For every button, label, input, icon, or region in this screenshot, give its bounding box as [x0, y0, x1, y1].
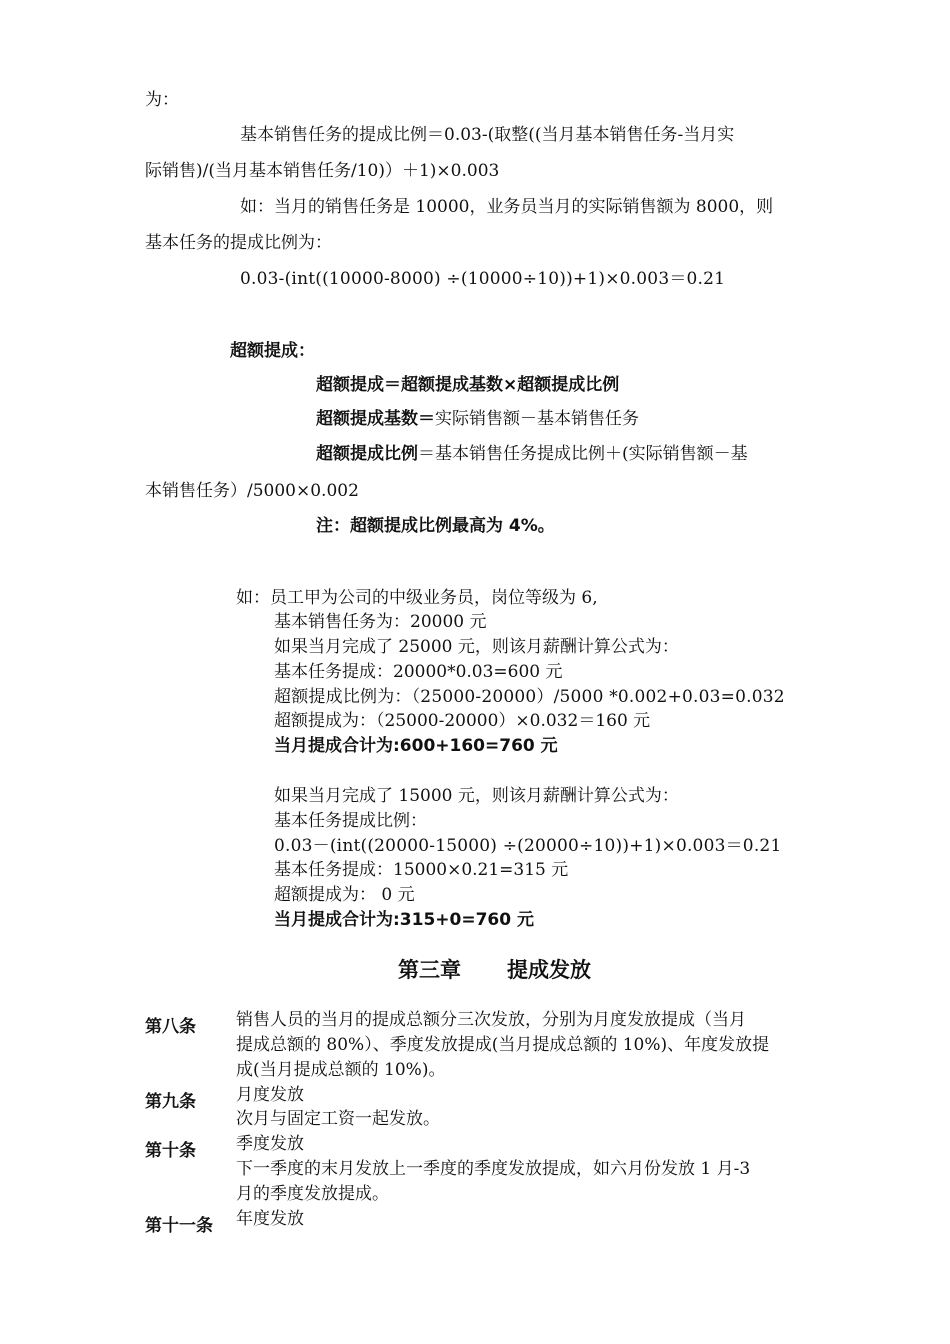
section-heading: 超额提成： [230, 341, 315, 361]
example-line: 基本任务提成：20000*0.03=600 元 [274, 662, 563, 682]
article-text: 月度发放 [236, 1085, 304, 1105]
example-total: 当月提成合计为:600+160=760 元 [274, 736, 558, 756]
example-line: 基本任务提成比例： [274, 811, 427, 831]
example-line: 基本销售任务为：20000 元 [274, 612, 487, 632]
example-line: 超额提成比例为：（25000-20000）/5000 *0.002+0.03=0.032 [274, 687, 785, 707]
article-label: 第九条 [145, 1092, 196, 1112]
article-label: 第十条 [145, 1141, 196, 1161]
article-text: 季度发放 [236, 1134, 304, 1154]
example-line: 超额提成为：（25000-20000）×0.032＝160 元 [274, 711, 651, 731]
example-total: 当月提成合计为:315+0=760 元 [274, 910, 535, 930]
text-line: 为： [145, 90, 179, 110]
example-line: 如：当月的销售任务是 10000，业务员当月的实际销售额为 8000，则 [240, 197, 774, 217]
chapter-number: 第三章 [398, 958, 461, 982]
formula-expr: ＝基本销售任务提成比例＋(实际销售额－基 [418, 444, 748, 464]
example-line: 超额提成为： 0 元 [274, 885, 415, 905]
formula-line: 际销售)/(当月基本销售任务/10)）＋1)×0.003 [145, 161, 500, 181]
formula-line: 超额提成＝超额提成基数×超额提成比例 [316, 375, 620, 395]
article-text: 月的季度发放提成。 [236, 1184, 389, 1204]
formula-line: 本销售任务）/5000×0.002 [145, 481, 359, 501]
article-text: 次月与固定工资一起发放。 [236, 1109, 440, 1129]
formula-term: 超额提成基数＝ [316, 409, 435, 429]
formula-expr: 实际销售额－基本销售任务 [435, 409, 639, 429]
article-text: 年度发放 [236, 1209, 304, 1229]
example-line: 如果当月完成了 25000 元，则该月薪酬计算公式为： [274, 637, 679, 657]
example-intro: 如：员工甲为公司的中级业务员，岗位等级为 6, [236, 588, 598, 608]
formula-line [316, 446, 748, 463]
article-label: 第十一条 [145, 1216, 213, 1236]
formula-line [316, 411, 639, 428]
example-calc: 0.03-(int((10000-8000) ÷(10000÷10))+1)×0.003＝0.21 [240, 269, 726, 289]
article-text: 下一季度的末月发放上一季度的季度发放提成，如六月份发放 1 月-3 [236, 1159, 751, 1179]
example-line: 基本任务提成：15000×0.21=315 元 [274, 860, 569, 880]
formula-line: 基本销售任务的提成比例＝0.03-(取整((当月基本销售任务-当月实 [240, 125, 735, 145]
article-text: 成(当月提成总额的 10%)。 [236, 1060, 446, 1080]
article-text: 销售人员的当月的提成总额分三次发放，分别为月度发放提成（当月 [236, 1010, 746, 1030]
example-line: 0.03－(int((20000-15000) ÷(20000÷10))+1)×0.003＝0.21 [274, 836, 782, 856]
article-label: 第八条 [145, 1017, 196, 1037]
chapter-title: 提成发放 [507, 958, 591, 982]
example-line: 如果当月完成了 15000 元，则该月薪酬计算公式为： [274, 786, 679, 806]
formula-term: 超额提成比例 [316, 444, 418, 464]
note: 注：超额提成比例最高为 4%。 [316, 516, 555, 536]
chapter-heading [398, 960, 591, 981]
article-text: 提成总额的 80%）、季度发放提成(当月提成总额的 10%)、年度发放提 [236, 1035, 770, 1055]
example-line: 基本任务的提成比例为： [145, 233, 332, 253]
